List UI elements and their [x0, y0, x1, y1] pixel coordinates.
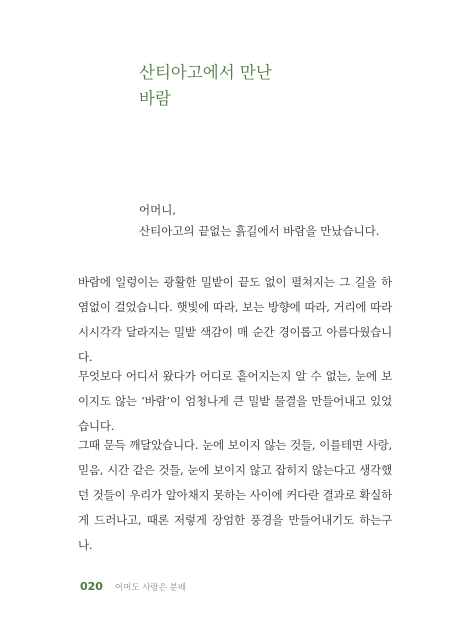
- chapter-title: [139, 60, 272, 112]
- body-paragraph-1: 바람에 일렁이는 광활한 밀밭이 끝도 없이 펼쳐지는 그 길을 하염없이 걸었습니다. 햇빛에 따라, 보는 방향에 따라, 거리에 따라 시시각각 달라지는 밀밭 색감이 매 순간 경이롭고 아름다웠습니다.: [78, 275, 392, 364]
- greeting-line-2: 산티아고의 끝없는 흙길에서 바람을 만났습니다.: [139, 224, 380, 238]
- letter-greeting: [139, 200, 379, 242]
- page-footer: [80, 580, 186, 593]
- chapter-title-line-1: 산티아고에서 만난: [139, 63, 272, 82]
- greeting-line-1: 어머니,: [139, 203, 176, 217]
- body-paragraph-2: 무엇보다 어디서 왔다가 어디로 흩어지는지 알 수 없는, 눈에 보이지도 않는 ‘바람’이 엄청나게 큰 밀밭 물결을 만들어내고 있었습니다.: [78, 369, 392, 433]
- page-number: 020: [80, 580, 103, 593]
- running-title: 어머도 사랑은 분배: [114, 583, 187, 593]
- chapter-title-line-2: 바람: [139, 89, 171, 108]
- body-paragraph-3: 그때 문득 깨달았습니다. 눈에 보이지 않는 것들, 이를테면 사랑, 믿음, 시간 같은 것들, 눈에 보이지 않고 잡히지 않는다고 생각했던 것들이 우리가 알아채지 못하는 사이에 커다란 결과로 확실하게 드러나고, 때론 저렇게 장엄한 풍경을 만들어내기도 하는구나.: [78, 438, 392, 552]
